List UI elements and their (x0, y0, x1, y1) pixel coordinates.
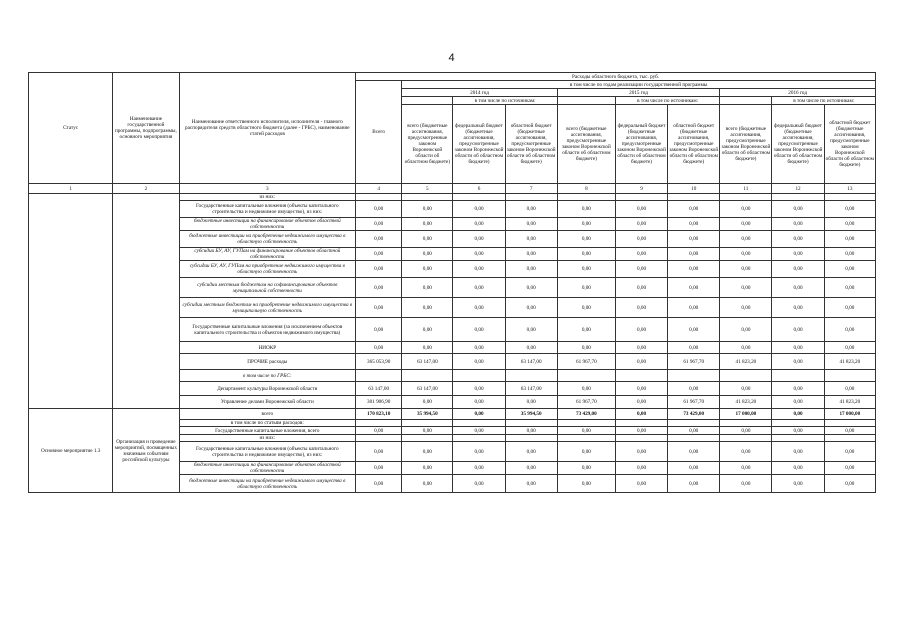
value-cell: 0,00 (453, 278, 505, 298)
value-cell: 0,00 (557, 342, 615, 354)
column-number: 6 (453, 184, 505, 194)
value-cell: 0,00 (505, 342, 557, 354)
value-cell: 0,00 (356, 462, 402, 475)
row-label: всего (179, 409, 356, 420)
value-cell: 0,00 (615, 409, 667, 420)
column-number: 13 (824, 184, 875, 194)
value-cell: 0,00 (824, 475, 875, 493)
value-cell: 0,00 (615, 475, 667, 493)
value-cell: 0,00 (824, 278, 875, 298)
row-label: в том числе по ГРБС: (179, 370, 356, 382)
value-cell: 0,00 (824, 462, 875, 475)
value-cell (557, 194, 615, 201)
value-cell: 0,00 (720, 342, 772, 354)
value-cell: 0,00 (824, 442, 875, 462)
value-cell: 0,00 (453, 427, 505, 435)
value-cell: 0,00 (720, 318, 772, 342)
value-cell: 0,00 (615, 261, 667, 278)
value-cell: 0,00 (505, 475, 557, 493)
value-cell: 0,00 (402, 475, 453, 493)
value-cell: 0,00 (615, 298, 667, 318)
value-cell (356, 420, 402, 427)
value-cell: 0,00 (668, 342, 720, 354)
header-expenses: Расходы областного бюджета, тыс. руб. (356, 73, 876, 81)
value-cell: 0,00 (453, 231, 505, 248)
header-2014-all: всего (бюджетные ассигнования, предусмотренные законом Воронежской области об областном бюджете) (402, 105, 453, 184)
value-cell: 0,00 (772, 396, 824, 409)
value-cell: 0,00 (720, 231, 772, 248)
value-cell: 0,00 (557, 298, 615, 318)
value-cell: 0,00 (356, 231, 402, 248)
value-cell: 0,00 (720, 278, 772, 298)
value-cell: 0,00 (402, 442, 453, 462)
value-cell: 63 147,00 (505, 382, 557, 396)
value-cell: 0,00 (615, 218, 667, 231)
column-number: 3 (179, 184, 356, 194)
row-label: бюджетные инвестиции на финансирование объектов областной собственности (179, 218, 356, 231)
value-cell: 0,00 (615, 462, 667, 475)
status-cell-empty (29, 194, 113, 409)
value-cell: 0,00 (824, 382, 875, 396)
value-cell: 0,00 (772, 201, 824, 218)
value-cell: 0,00 (557, 318, 615, 342)
column-number: 5 (402, 184, 453, 194)
value-cell: 0,00 (824, 298, 875, 318)
value-cell (505, 435, 557, 442)
column-number: 12 (772, 184, 824, 194)
value-cell: 0,00 (402, 261, 453, 278)
value-cell: 0,00 (720, 298, 772, 318)
value-cell: 17 000,00 (824, 409, 875, 420)
value-cell: 0,00 (453, 298, 505, 318)
value-cell: 0,00 (505, 218, 557, 231)
row-label: Департамент культуры Воронежской области (179, 382, 356, 396)
value-cell: 0,00 (453, 442, 505, 462)
value-cell: 0,00 (720, 218, 772, 231)
value-cell: 0,00 (356, 218, 402, 231)
value-cell: 61 967,70 (668, 396, 720, 409)
value-cell: 0,00 (772, 342, 824, 354)
value-cell (356, 194, 402, 201)
header-sources-2014: в том числе по источникам: (453, 97, 557, 105)
page-number: 4 (448, 52, 455, 64)
value-cell: 0,00 (557, 427, 615, 435)
row-label: ПРОЧИЕ расходы (179, 354, 356, 370)
value-cell: 0,00 (505, 298, 557, 318)
value-cell (772, 420, 824, 427)
value-cell: 0,00 (824, 342, 875, 354)
value-cell (402, 420, 453, 427)
header-program: Наименование государственной программы, подпрограммы, основного мероприятия (113, 73, 179, 184)
value-cell: 61 967,70 (668, 354, 720, 370)
value-cell: 0,00 (402, 201, 453, 218)
value-cell: 0,00 (557, 475, 615, 493)
value-cell: 0,00 (615, 354, 667, 370)
value-cell: 0,00 (505, 261, 557, 278)
value-cell: 0,00 (557, 382, 615, 396)
value-cell: 63 147,00 (402, 382, 453, 396)
column-number: 1 (29, 184, 113, 194)
header-2016-all: всего (бюджетные ассигнования, предусмотренные законом Воронежской области об областном бюджете) (720, 105, 772, 184)
value-cell: 0,00 (615, 427, 667, 435)
value-cell (615, 370, 667, 382)
value-cell: 0,00 (356, 261, 402, 278)
header-year-2016: 2016 год (720, 89, 876, 97)
value-cell (356, 370, 402, 382)
value-cell: 0,00 (557, 442, 615, 462)
row-label: в том числе по статьям расходов: (179, 420, 356, 427)
value-cell: 0,00 (356, 442, 402, 462)
row-label: бюджетные инвестиции на финансирование объектов областной собственности (179, 462, 356, 475)
value-cell: 0,00 (505, 396, 557, 409)
value-cell: 0,00 (557, 231, 615, 248)
program-name-cell: Организация и проведение мероприятий, посвященных значимым событиям российской культуры (113, 409, 179, 493)
value-cell: 301 906,90 (356, 396, 402, 409)
value-cell: 0,00 (453, 318, 505, 342)
table-row (29, 409, 876, 420)
header-year-2014: 2014 год (402, 89, 558, 97)
value-cell: 0,00 (615, 231, 667, 248)
value-cell (824, 194, 875, 201)
value-cell: 0,00 (824, 201, 875, 218)
value-cell: 0,00 (720, 475, 772, 493)
value-cell: 0,00 (720, 201, 772, 218)
value-cell: 0,00 (615, 442, 667, 462)
value-cell: 63 147,00 (505, 354, 557, 370)
value-cell: 35 994,50 (505, 409, 557, 420)
header-2014-regional: областной бюджет (бюджетные ассигнования, предусмотренные законом Воронежской области об областном бюджете) (505, 105, 557, 184)
value-cell: 0,00 (505, 462, 557, 475)
value-cell: 0,00 (772, 475, 824, 493)
value-cell: 0,00 (668, 261, 720, 278)
value-cell: 0,00 (505, 201, 557, 218)
row-label: бюджетные инвестиции на приобретение недвижимого имущества в областную собственность (179, 231, 356, 248)
value-cell: 0,00 (505, 278, 557, 298)
row-label: Государственные капитальные вложения (объекты капитального строительства и недвижимое имущество), из них: (179, 442, 356, 462)
value-cell: 0,00 (557, 201, 615, 218)
value-cell: 0,00 (453, 261, 505, 278)
row-label: Государственные капитальные вложения, всего (179, 427, 356, 435)
value-cell: 0,00 (402, 298, 453, 318)
value-cell: 0,00 (772, 231, 824, 248)
value-cell: 35 994,50 (402, 409, 453, 420)
value-cell (402, 370, 453, 382)
value-cell: 0,00 (824, 318, 875, 342)
value-cell: 0,00 (720, 248, 772, 261)
value-cell: 0,00 (772, 462, 824, 475)
value-cell: 0,00 (824, 218, 875, 231)
value-cell: 0,00 (453, 218, 505, 231)
value-cell: 0,00 (772, 261, 824, 278)
value-cell: 0,00 (615, 396, 667, 409)
value-cell: 63 147,00 (402, 354, 453, 370)
value-cell: 0,00 (668, 318, 720, 342)
value-cell (402, 435, 453, 442)
value-cell (402, 194, 453, 201)
value-cell (772, 370, 824, 382)
value-cell: 0,00 (720, 462, 772, 475)
header-status: Статус (29, 73, 113, 184)
value-cell (453, 194, 505, 201)
value-cell: 0,00 (772, 442, 824, 462)
value-cell (557, 370, 615, 382)
value-cell: 0,00 (356, 298, 402, 318)
value-cell: 0,00 (557, 248, 615, 261)
value-cell (453, 420, 505, 427)
value-cell: 0,00 (402, 278, 453, 298)
row-label: субсидии местным бюджетам на софинансирование объектов муниципальной собственности (179, 278, 356, 298)
value-cell: 0,00 (668, 231, 720, 248)
table-row (29, 194, 876, 201)
value-cell: 0,00 (505, 427, 557, 435)
column-number: 2 (113, 184, 179, 194)
value-cell: 0,00 (668, 278, 720, 298)
column-number: 9 (615, 184, 667, 194)
value-cell: 0,00 (772, 248, 824, 261)
value-cell: 61 967,70 (557, 354, 615, 370)
value-cell: 0,00 (668, 298, 720, 318)
value-cell (720, 194, 772, 201)
value-cell: 0,00 (772, 278, 824, 298)
value-cell (720, 420, 772, 427)
header-2015-regional: областной бюджет (бюджетные ассигнования, предусмотренные законом Воронежской области об областном бюджете) (668, 105, 720, 184)
value-cell: 0,00 (668, 442, 720, 462)
header-2015-all: всего (бюджетные ассигнования, предусмотренные законом Воронежской области об областном бюджете) (557, 105, 615, 184)
value-cell (824, 370, 875, 382)
column-number: 7 (505, 184, 557, 194)
value-cell: 63 147,00 (356, 382, 402, 396)
value-cell: 0,00 (453, 201, 505, 218)
value-cell: 41 823,20 (720, 354, 772, 370)
value-cell: 0,00 (453, 382, 505, 396)
value-cell: 0,00 (356, 201, 402, 218)
value-cell: 170 823,10 (356, 409, 402, 420)
row-label: бюджетные инвестиции на приобретение недвижимого имущества в областную собственность (179, 475, 356, 493)
value-cell (668, 370, 720, 382)
value-cell: 0,00 (453, 354, 505, 370)
column-number: 4 (356, 184, 402, 194)
value-cell: 0,00 (402, 396, 453, 409)
header-sources-2015: в том числе по источникам: (615, 97, 719, 105)
value-cell: 0,00 (557, 261, 615, 278)
value-cell (824, 435, 875, 442)
value-cell: 0,00 (557, 462, 615, 475)
value-cell: 41 823,20 (824, 396, 875, 409)
status-cell: Основное мероприятие 1.3 (29, 409, 113, 493)
value-cell (356, 435, 402, 442)
value-cell: 0,00 (668, 427, 720, 435)
value-cell: 0,00 (356, 248, 402, 261)
value-cell: 0,00 (668, 475, 720, 493)
value-cell: 0,00 (824, 231, 875, 248)
program-cell-empty (113, 194, 179, 409)
header-2016-federal: федеральный бюджет (бюджетные ассигнования, предусмотренные законом Воронежской области об областном бюджете) (772, 105, 824, 184)
value-cell: 0,00 (720, 382, 772, 396)
value-cell: 0,00 (668, 248, 720, 261)
value-cell (505, 370, 557, 382)
header-2015-federal: федеральный бюджет (бюджетные ассигнования, предусмотренные законом Воронежской области об областном бюджете) (615, 105, 667, 184)
value-cell (615, 194, 667, 201)
value-cell: 73 429,00 (557, 409, 615, 420)
value-cell (453, 435, 505, 442)
value-cell: 0,00 (824, 261, 875, 278)
value-cell: 0,00 (402, 248, 453, 261)
value-cell: 0,00 (615, 342, 667, 354)
value-cell: 0,00 (356, 342, 402, 354)
header-total: Всего (356, 81, 402, 184)
row-label: субсидии местным бюджетам на приобретение недвижимого имущества в муниципальную собственность (179, 298, 356, 318)
value-cell: 0,00 (557, 278, 615, 298)
value-cell: 0,00 (668, 382, 720, 396)
value-cell: 365 053,90 (356, 354, 402, 370)
value-cell: 0,00 (402, 218, 453, 231)
row-label: НИОКР (179, 342, 356, 354)
value-cell: 0,00 (772, 427, 824, 435)
value-cell (720, 435, 772, 442)
row-label: из них: (179, 435, 356, 442)
header-2016-regional: областной бюджет (бюджетные ассигнования, предусмотренные законом Воронежской области об областном бюджете) (824, 105, 875, 184)
value-cell: 0,00 (668, 218, 720, 231)
row-label: Государственные капитальные вложения (объекты капитального строительства и недвижимое имущество), из них: (179, 201, 356, 218)
value-cell (772, 194, 824, 201)
value-cell: 0,00 (453, 462, 505, 475)
value-cell: 0,00 (453, 396, 505, 409)
value-cell: 0,00 (505, 231, 557, 248)
row-label: Государственные капитальные вложения (за исключением объектов капитального строительства и объектов недвижимого имущества) (179, 318, 356, 342)
row-label: субсидии БУ, АУ, ГУПам на приобретение недвижимого имущества в областную собственность (179, 261, 356, 278)
value-cell: 0,00 (402, 318, 453, 342)
value-cell: 0,00 (453, 342, 505, 354)
value-cell (453, 370, 505, 382)
value-cell (772, 435, 824, 442)
value-cell (668, 194, 720, 201)
value-cell: 0,00 (720, 427, 772, 435)
value-cell: 0,00 (615, 201, 667, 218)
value-cell: 0,00 (772, 298, 824, 318)
header-year-2015: 2015 год (557, 89, 720, 97)
value-cell: 0,00 (824, 248, 875, 261)
value-cell (720, 370, 772, 382)
value-cell (668, 420, 720, 427)
header-by-years: в том числе по годам реализации государственной программы (402, 81, 876, 89)
value-cell: 0,00 (453, 248, 505, 261)
row-label: субсидии БУ, АУ, ГУПам на финансирование объектов областной собственности (179, 248, 356, 261)
value-cell: 0,00 (615, 248, 667, 261)
budget-table (28, 72, 876, 493)
value-cell: 0,00 (453, 409, 505, 420)
value-cell (557, 420, 615, 427)
value-cell: 41 823,20 (824, 354, 875, 370)
value-cell: 0,00 (356, 475, 402, 493)
value-cell: 0,00 (772, 218, 824, 231)
column-number: 10 (668, 184, 720, 194)
value-cell (505, 420, 557, 427)
value-cell: 0,00 (772, 354, 824, 370)
value-cell: 0,00 (505, 248, 557, 261)
value-cell: 0,00 (356, 318, 402, 342)
value-cell: 0,00 (505, 442, 557, 462)
value-cell: 0,00 (615, 278, 667, 298)
value-cell (615, 420, 667, 427)
value-cell (615, 435, 667, 442)
value-cell: 0,00 (505, 318, 557, 342)
value-cell: 0,00 (824, 427, 875, 435)
value-cell: 0,00 (615, 318, 667, 342)
row-label: Управление делами Воронежской области (179, 396, 356, 409)
value-cell: 41 823,20 (720, 396, 772, 409)
value-cell: 0,00 (402, 342, 453, 354)
value-cell: 0,00 (453, 475, 505, 493)
value-cell: 0,00 (668, 462, 720, 475)
header-sources-2016: в том числе по источникам: (772, 97, 876, 105)
value-cell: 0,00 (402, 427, 453, 435)
column-number: 8 (557, 184, 615, 194)
value-cell: 0,00 (615, 382, 667, 396)
value-cell: 0,00 (402, 231, 453, 248)
value-cell (668, 435, 720, 442)
value-cell: 0,00 (402, 462, 453, 475)
value-cell: 0,00 (772, 318, 824, 342)
column-numbers-row (29, 184, 876, 194)
column-number: 11 (720, 184, 772, 194)
value-cell (557, 435, 615, 442)
value-cell: 0,00 (772, 382, 824, 396)
value-cell: 17 000,00 (720, 409, 772, 420)
value-cell: 0,00 (356, 278, 402, 298)
value-cell: 61 967,70 (557, 396, 615, 409)
value-cell: 0,00 (720, 442, 772, 462)
header-2014-federal: федеральный бюджет (бюджетные ассигнования, предусмотренные законом Воронежской области об областном бюджете) (453, 105, 505, 184)
value-cell: 0,00 (720, 261, 772, 278)
value-cell: 0,00 (356, 427, 402, 435)
value-cell (824, 420, 875, 427)
value-cell: 0,00 (557, 218, 615, 231)
value-cell: 73 429,00 (668, 409, 720, 420)
value-cell (505, 194, 557, 201)
value-cell: 0,00 (668, 201, 720, 218)
row-label: из них: (179, 194, 356, 201)
value-cell: 0,00 (772, 409, 824, 420)
header-executor: Наименование ответственного исполнителя, исполнителя - главного распорядителя средств областного бюджета (далее - ГРБС), наименование статей расходов (179, 73, 356, 184)
